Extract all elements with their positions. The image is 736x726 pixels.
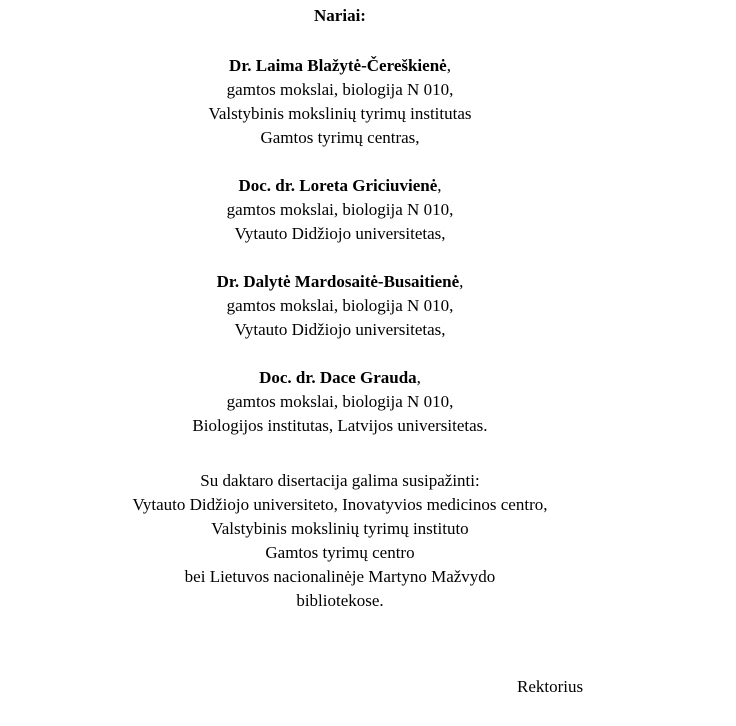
access-line: Su daktaro disertacija galima susipažinti: <box>200 471 480 490</box>
access-line: bibliotekose. <box>296 591 384 610</box>
member-institution: Vytauto Didžiojo universitetas, <box>234 320 446 339</box>
member-institution: Valstybinis mokslinių tyrimų institutas <box>208 104 472 123</box>
members-heading: Nariai: <box>314 6 366 25</box>
member-name: Dr. Dalytė Mardosaitė-Busaitienė <box>216 272 460 291</box>
access-line: bei Lietuvos nacionalinėje Martyno Mažvydo <box>184 567 496 586</box>
member-entry: Doc. dr. Dace Grauda, gamtos mokslai, biologija N 010, Biologijos institutas, Latvijos universitetas. <box>0 366 680 438</box>
access-line: Valstybinis mokslinių tyrimų instituto <box>211 519 469 538</box>
member-entry: Dr. Laima Blažytė-Čereškienė, gamtos mokslai, biologija N 010, Valstybinis mokslinių tyrimų institutas Gamtos tyrimų centras, <box>0 54 680 150</box>
members-list <box>0 54 680 462</box>
access-line: Vytauto Didžiojo universiteto, Inovatyvios medicinos centro, <box>132 495 548 514</box>
member-entry: Dr. Dalytė Mardosaitė-Busaitienė, gamtos mokslai, biologija N 010, Vytauto Didžiojo universitetas, <box>0 270 680 342</box>
rector-label: Rektorius <box>517 677 584 696</box>
member-institution: Vytauto Didžiojo universitetas, <box>234 224 446 243</box>
member-field: gamtos mokslai, biologija N 010, <box>226 392 454 411</box>
access-line: Gamtos tyrimų centro <box>265 543 415 562</box>
member-field: gamtos mokslai, biologija N 010, <box>226 200 454 219</box>
dissertation-access-note <box>0 469 680 613</box>
member-institution: Gamtos tyrimų centras, <box>260 128 420 147</box>
member-field: gamtos mokslai, biologija N 010, <box>226 80 454 99</box>
member-name: Doc. dr. Loreta Griciuvienė <box>238 176 438 195</box>
member-name: Dr. Laima Blažytė-Čereškienė <box>229 56 447 75</box>
member-field: gamtos mokslai, biologija N 010, <box>226 296 454 315</box>
member-name: Doc. dr. Dace Grauda <box>259 368 417 387</box>
member-institution: Biologijos institutas, Latvijos universitetas. <box>192 416 488 435</box>
member-entry: Doc. dr. Loreta Griciuvienė, gamtos mokslai, biologija N 010, Vytauto Didžiojo universitetas, <box>0 174 680 246</box>
